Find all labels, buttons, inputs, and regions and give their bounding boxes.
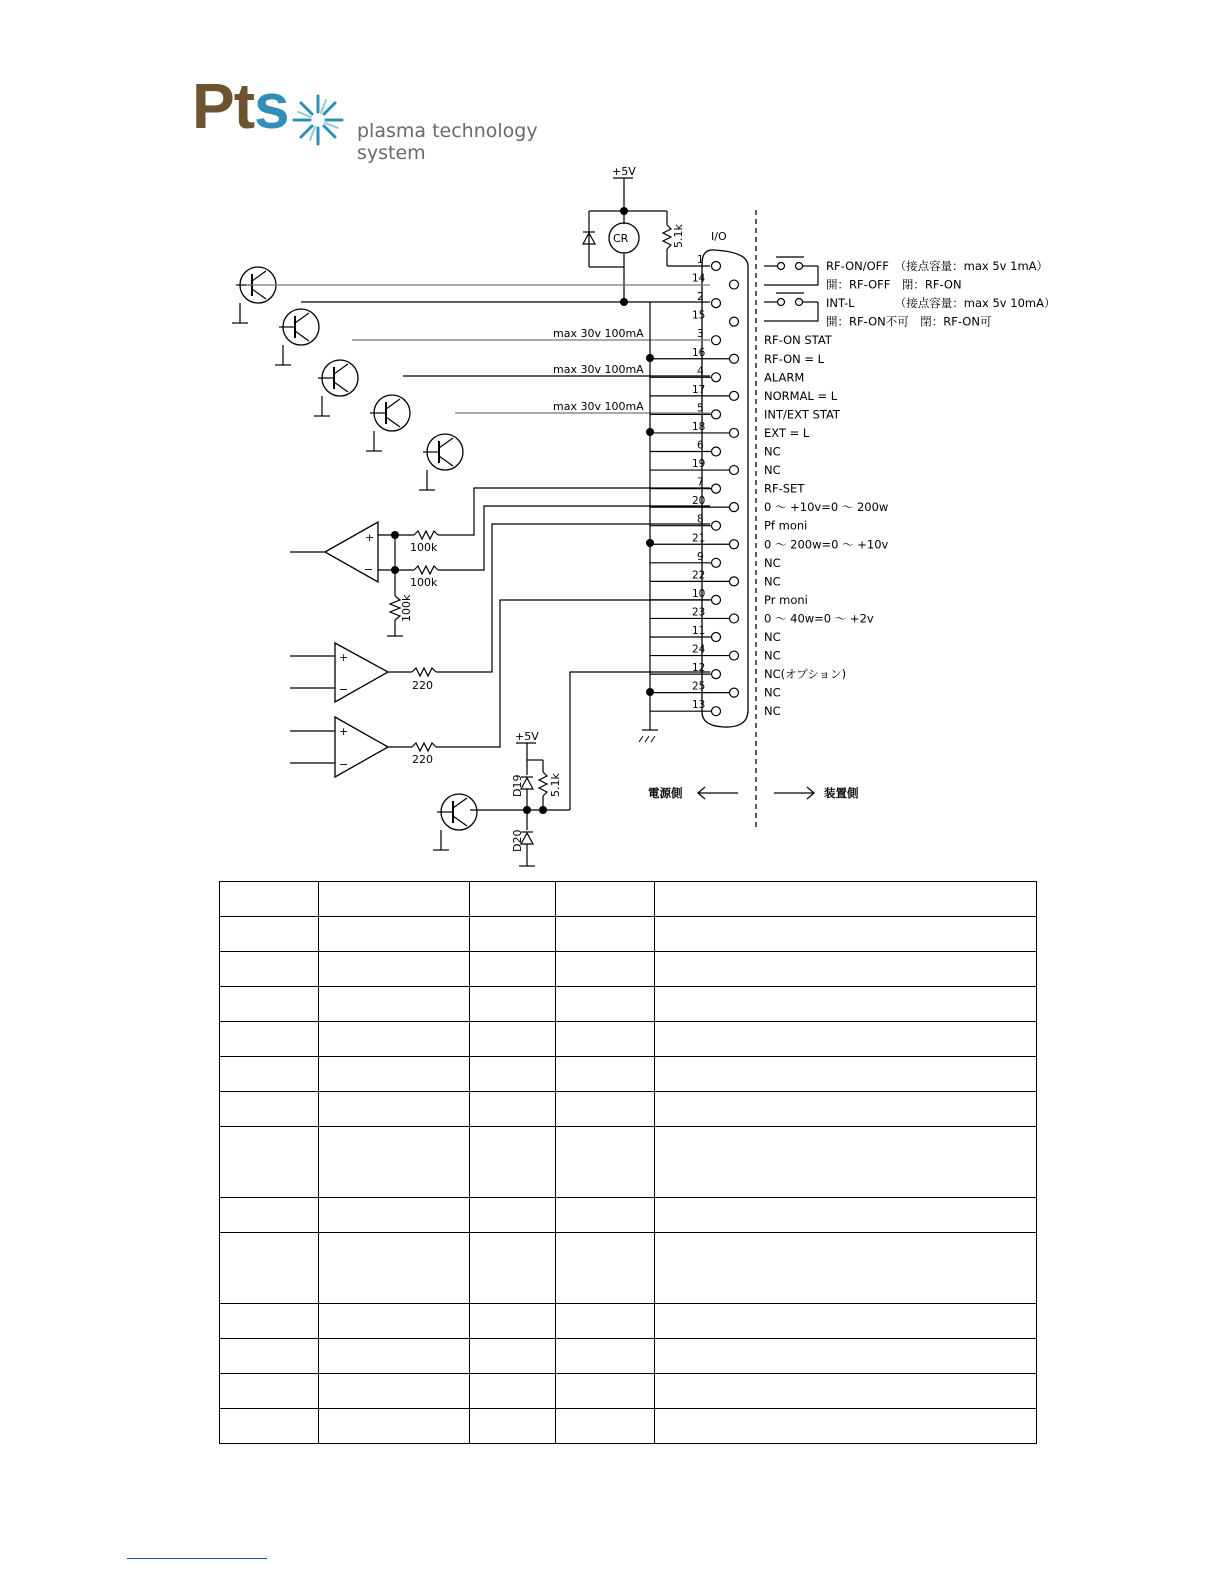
pin-function-label: NC (764, 630, 781, 644)
pin-function-label: RF-SET (764, 481, 805, 496)
connector-pin-22 (730, 577, 739, 586)
table-cell (220, 1233, 319, 1304)
connector-pin-18 (730, 428, 739, 437)
resistor-5k1-icon (539, 772, 547, 796)
table-row (220, 1127, 1037, 1198)
table-row (220, 1198, 1037, 1233)
connector-pin-8 (712, 521, 721, 530)
connector-pin-13 (712, 707, 721, 716)
pin-function-label: NC (764, 574, 781, 589)
logo-wordmark-pt: Pt (192, 70, 254, 142)
opamp-plus: + (339, 725, 349, 738)
table-cell (470, 987, 556, 1022)
table-cell (655, 1409, 1037, 1444)
table-cell (220, 917, 319, 952)
table-row (220, 987, 1037, 1022)
pin-number: 25 (692, 680, 706, 693)
pin-function-label: 開：RF-OFF 閉：RF-ON (826, 277, 962, 292)
resistor-220-label: 220 (412, 753, 433, 766)
table-cell (220, 1374, 319, 1409)
pin-function-label: Pr moni (764, 592, 808, 607)
table-cell (470, 1409, 556, 1444)
pin-number: 24 (692, 643, 706, 656)
table-cell (556, 952, 655, 987)
table-cell (470, 917, 556, 952)
resistor-100k-label: 100k (410, 541, 438, 554)
connector-pin-1 (712, 262, 721, 271)
pin-number: 1 (697, 254, 704, 266)
npn-transistor-icon (433, 794, 477, 850)
table-cell (556, 917, 655, 952)
connector-pin-20 (730, 503, 739, 512)
opamp-minus: − (339, 758, 349, 771)
logo-wordmark-s: s (254, 70, 289, 142)
logo-tagline: plasma technology system (357, 120, 538, 164)
pin-function-label: 0 ～ 40w=0 ～ +2v (764, 611, 874, 626)
pin-number: 2 (697, 291, 704, 304)
table-cell (220, 1057, 319, 1092)
table-cell (556, 1304, 655, 1339)
table-cell (655, 1374, 1037, 1409)
connector-pin-9 (712, 558, 721, 567)
table-cell (470, 952, 556, 987)
table-row (220, 1339, 1037, 1374)
table-cell (470, 1057, 556, 1092)
pin-number: 4 (697, 365, 704, 378)
opamp-plus: + (339, 651, 349, 664)
table-cell (470, 1374, 556, 1409)
pin-function-label: EXT = L (764, 425, 810, 440)
table-cell (220, 952, 319, 987)
connector-pin-2 (712, 299, 721, 308)
table-cell (655, 917, 1037, 952)
pin-number: 20 (692, 495, 706, 508)
connector-pin-6 (712, 447, 721, 456)
pin-number: 21 (692, 532, 706, 545)
connector-pin-17 (730, 391, 739, 400)
supply-label: +5V (612, 165, 636, 178)
table-cell (220, 1339, 319, 1374)
table-cell (319, 1022, 470, 1057)
pin-function-label: ALARM (764, 370, 805, 385)
table-cell (556, 1409, 655, 1444)
npn-transistor-icon (275, 309, 319, 365)
resistor-100k-icon (414, 566, 438, 574)
table-row (220, 882, 1037, 917)
table-cell (556, 1339, 655, 1374)
rf-on-off-switch-icon (764, 257, 818, 285)
pin-function-label: NC (764, 555, 781, 570)
resistor-100k-icon (414, 531, 438, 539)
pin-function-label: NORMAL = L (764, 388, 838, 403)
table-cell (655, 1127, 1037, 1198)
pin-function-label: NC (764, 648, 781, 663)
table-cell (220, 1304, 319, 1339)
resistor-220-icon (412, 743, 436, 751)
table-cell (220, 1092, 319, 1127)
table-row (220, 1092, 1037, 1127)
table-cell (655, 1057, 1037, 1092)
relay-label: CR (613, 232, 629, 245)
pin-number: 7 (697, 476, 704, 489)
table-row (220, 1304, 1037, 1339)
pin-function-label: INT-L （接点容量：max 5v 10mA） (826, 296, 1056, 311)
pin-number: 8 (697, 513, 704, 526)
table-row (220, 917, 1037, 952)
pin-number: 9 (697, 550, 704, 563)
pin-number: 18 (692, 420, 706, 433)
table-cell (655, 1233, 1037, 1304)
device-side-label: 装置側 (824, 786, 859, 800)
pin-number: 6 (697, 439, 704, 452)
pin-function-label: 開：RF-ON不可 閉：RF-ON可 (826, 314, 992, 329)
table-cell (319, 1057, 470, 1092)
diode-d20-label: D20 (511, 829, 524, 852)
pin-function-label: NC (764, 685, 781, 700)
signal-wire (436, 524, 710, 675)
resistor-5k1-label: 5.1k (672, 224, 685, 248)
connector-pin-10 (712, 595, 721, 604)
pin-number: 5 (697, 402, 704, 415)
table-cell (655, 1022, 1037, 1057)
table-cell (319, 882, 470, 917)
pin-number: 10 (692, 587, 706, 600)
table-row (220, 1022, 1037, 1057)
table-cell (655, 1304, 1037, 1339)
table-cell (655, 882, 1037, 917)
npn-transistor-icon (419, 434, 463, 490)
table-cell (556, 1374, 655, 1409)
connector-pin-4 (712, 373, 721, 382)
table-cell (319, 987, 470, 1022)
table-cell (470, 1022, 556, 1057)
table-cell (470, 1304, 556, 1339)
table-cell (319, 952, 470, 987)
table-row (220, 1409, 1037, 1444)
table-cell (319, 1127, 470, 1198)
pin-function-label: INT/EXT STAT (764, 407, 840, 422)
table-cell (470, 1198, 556, 1233)
pin-function-label: NC (764, 444, 781, 459)
table-cell (556, 1057, 655, 1092)
pin-function-label: 0 ～ +10v=0 ～ 200w (764, 500, 889, 515)
pin-function-label: NC (764, 463, 781, 478)
pin-function-label: NC (764, 704, 781, 719)
table-cell (655, 1198, 1037, 1233)
npn-transistor-icon (314, 360, 358, 416)
pin-function-label: RF-ON STAT (764, 333, 832, 348)
table-cell (319, 1233, 470, 1304)
pin-number: 3 (697, 328, 704, 341)
table-cell (220, 1198, 319, 1233)
connector-pin-24 (730, 651, 739, 660)
table-cell (655, 1092, 1037, 1127)
pin-number: 16 (692, 346, 706, 359)
pin-number: 23 (692, 606, 706, 619)
table-cell (470, 1092, 556, 1127)
connector-pin-23 (730, 614, 739, 623)
table-cell (220, 882, 319, 917)
table-cell (319, 1374, 470, 1409)
table-cell (220, 1409, 319, 1444)
connector-pin-5 (712, 410, 721, 419)
pin-number: 11 (692, 625, 706, 637)
resistor-220-label: 220 (412, 679, 433, 692)
table-cell (556, 987, 655, 1022)
power-side-label: 電源側 (648, 786, 683, 800)
table-cell (470, 1233, 556, 1304)
table-cell (556, 882, 655, 917)
pin-number: 17 (692, 383, 706, 396)
connector-pin-21 (730, 540, 739, 549)
connector-pin-3 (712, 336, 721, 345)
table-cell (556, 1092, 655, 1127)
max-rating-label: max 30v 100mA (553, 363, 644, 376)
supply-label-2: +5V (515, 730, 539, 743)
table-cell (319, 917, 470, 952)
resistor-220-icon (412, 668, 436, 676)
connector-pin-25 (730, 688, 739, 697)
table-cell (470, 1127, 556, 1198)
pin-function-label: 0 ～ 200w=0 ～ +10v (764, 537, 889, 552)
diode-d19-label: D19 (511, 774, 524, 797)
opamp-plus: + (365, 531, 375, 544)
signal-wire (438, 488, 710, 535)
connector-pin-19 (730, 466, 739, 475)
connector-pin-11 (712, 633, 721, 642)
pin-function-label: Pf moni (764, 518, 808, 533)
connector-label: I/O (711, 230, 727, 243)
footnote-separator (127, 1558, 267, 1559)
npn-transistor-icon (366, 395, 410, 451)
table-cell (220, 1127, 319, 1198)
table-cell (319, 1339, 470, 1374)
signal-wire (438, 506, 710, 570)
resistor-5k1-icon (663, 225, 671, 249)
pin-number: 12 (692, 662, 706, 675)
table-cell (319, 1409, 470, 1444)
pin-number: 22 (692, 569, 706, 582)
pin-function-label: NC(オプション) (764, 667, 847, 682)
table-row (220, 1374, 1037, 1409)
pin-number: 19 (692, 458, 706, 471)
max-rating-label: max 30v 100mA (553, 400, 644, 413)
table-cell (655, 987, 1037, 1022)
pin-function-label: RF-ON = L (764, 351, 825, 366)
resistor-100k-icon (390, 596, 400, 620)
pin-number: 14 (692, 272, 706, 285)
resistor-5k1-label: 5.1k (549, 773, 562, 797)
pin-number: 15 (692, 309, 706, 322)
resistor-100k-label: 100k (410, 576, 438, 589)
table-cell (319, 1304, 470, 1339)
connector-pin-14 (730, 280, 739, 289)
table-cell (319, 1198, 470, 1233)
table-cell (220, 1022, 319, 1057)
table-cell (556, 1127, 655, 1198)
table-cell (319, 1092, 470, 1127)
table-cell (470, 1339, 556, 1374)
table-cell (655, 1339, 1037, 1374)
connector-pin-12 (712, 670, 721, 679)
table-cell (556, 1198, 655, 1233)
max-rating-label: max 30v 100mA (553, 327, 644, 340)
resistor-100k-label: 100k (400, 594, 413, 622)
table-cell (556, 1233, 655, 1304)
table-cell (470, 882, 556, 917)
connector-pin-16 (730, 354, 739, 363)
opamp-minus: − (339, 683, 349, 696)
table-row (220, 1057, 1037, 1092)
table-cell (655, 952, 1037, 987)
opamp-minus: − (364, 563, 374, 576)
pin-function-label: RF-ON/OFF （接点容量：max 5v 1mA） (826, 259, 1049, 273)
int-l-switch-icon (764, 293, 818, 321)
spec-table (219, 881, 1037, 1444)
table-row (220, 1233, 1037, 1304)
table-row (220, 952, 1037, 987)
connector-pin-7 (712, 484, 721, 493)
connector-pin-15 (730, 317, 739, 326)
table-cell (556, 1022, 655, 1057)
table-cell (220, 987, 319, 1022)
pin-number: 13 (692, 699, 706, 712)
npn-transistor-icon (232, 267, 276, 323)
